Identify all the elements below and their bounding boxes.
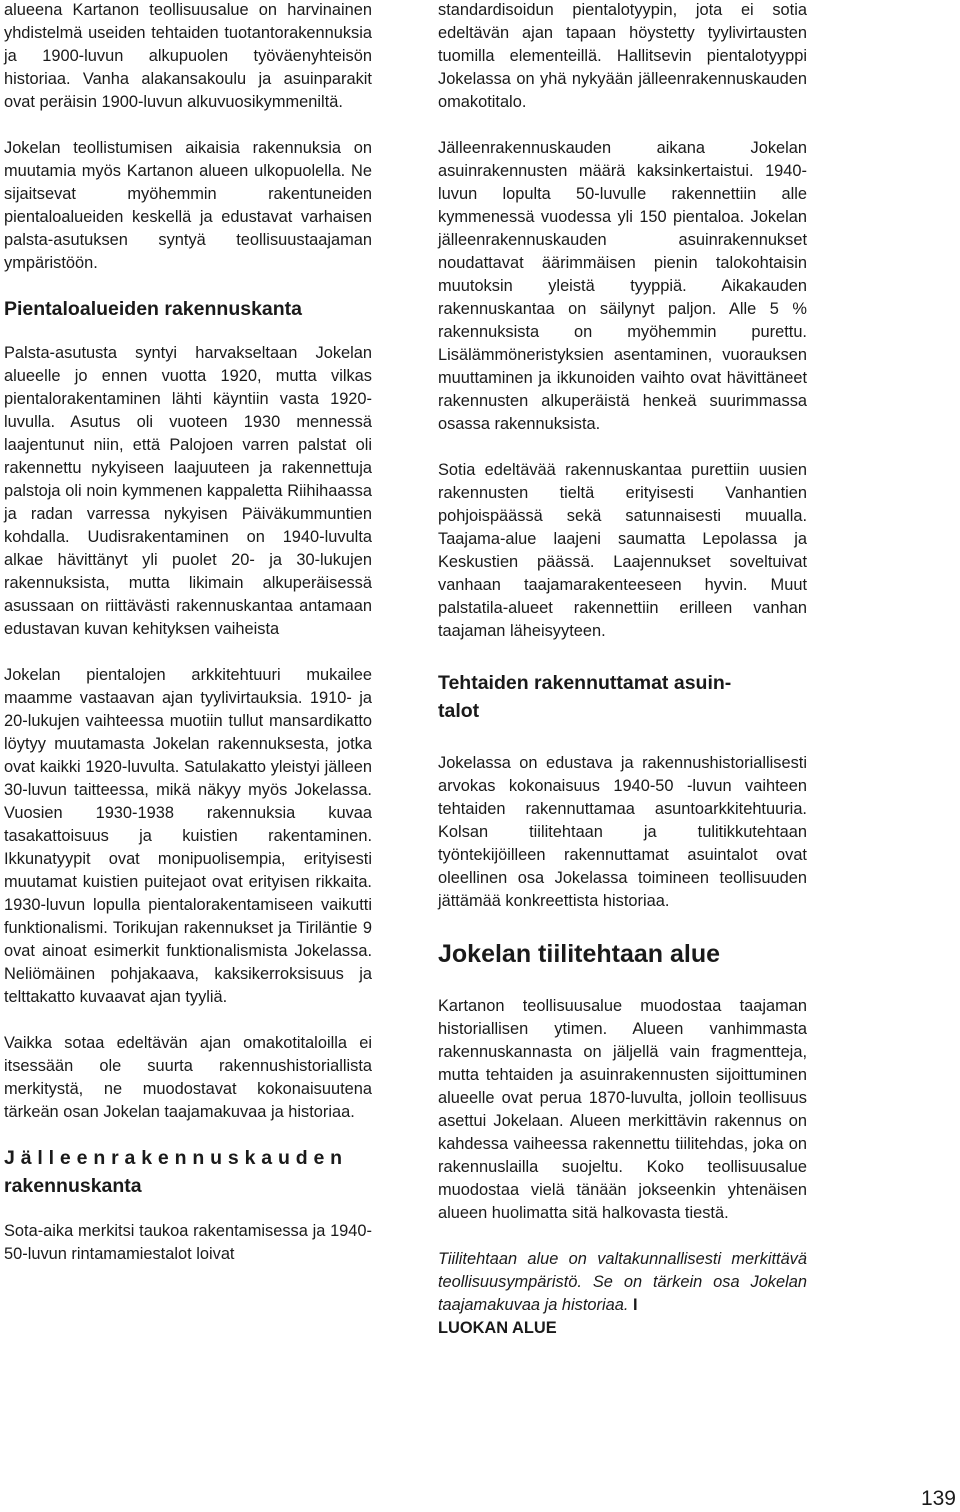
heading-tehtaiden-asuintalot (438, 669, 807, 725)
paragraph-kartanon-intro: alueena Kartanon teollisuusalue on harvinainen yhdistelmä useiden tehtaiden tuotantorakennuksia ja 1900-luvun alkupuolen työväenyhteisön historiaa. Vanha alakansakoulu ja asuinparakit ovat peräisin 1900-luvun alkuvuosikymmeniltä. (4, 1, 372, 111)
paragraph-sota-aika: Sota-aika merkitsi taukoa rakentamisessa ja 1940-50-luvun rintamamiestalot loivat (4, 1222, 372, 1263)
paragraph-teollistuminen: Jokelan teollistumisen aikaisia rakennuksia on muutamia myös Kartanon alueen ulkopuolella. Ne sijaitsevat myöhemmin rakentuneiden pientaloalueiden keskellä ja edustavat varhaisen palsta-asutuksen syntyä teollisuustaajaman ympäristöön. (4, 139, 372, 272)
valtakunnallisesti-italic: Tiilitehtaan alue on valtakunnallisesti merkittävä teollisuusympäristö. Se on tärkein osa Jokelan taajamakuvaa ja historiaa. (438, 1250, 807, 1314)
paragraph-arkkitehtuuri: Jokelan pientalojen arkkitehtuuri mukailee maamme vastaavan ajan tyylivirtauksia. 1910- ja 20-lukujen vaihteessa muotiin tullut mansardikatto löytyy muutamasta Jokelan rakennuksesta, jotka ovat kaikki 1920-luvulta. Satulakatto yleistyi jälleen 30-luvun taitteessa, mikä näkyy myös Jokelassa. Vuosien 1930-1938 rakennuksia kuvaa tasakattoisuus ja kuistien rakentaminen. Ikkunatyypit ovat monipuolisempia, erityisesti muutamat kuistien puitejaot ovat erityisen rikkaita. 1930-luvun lopulla pientalorakentamiseen vaikutti funktionalismi. Torikujan rakennukset ja Tiriläntie 9 ovat ainoat esimerkit funktionalismista Jokelassa. Neliömäinen pohjakaava, kaksikerroksisuus ja telttakatto kuvaavat ajan tyyliä. (4, 666, 372, 1006)
heading-pientaloalueiden: Pientaloalueiden rakennuskanta (4, 298, 303, 320)
paragraph-palsta-asutus: Palsta-asutusta syntyi harvakseltaan Jokelan alueelle jo ennen vuotta 1920, mutta vilkas pientalorakentaminen lähti käyntiin vasta 1920-luvulla. Asutus oli vuoteen 1930 mennessä laajentunut niin, että Palojoen varren palstat oli rakennettu nykyiseen laajuuteen ja rakennettuja palstoja oli noin kymmenen kappaletta Riihihaassa ja radan varressa nykyisen Päiväkummuntien kohdalla. Uudisrakentaminen on 1940-luvulta alkae hävittänyt yli puolet 20- ja 30-lukujen rakennuksista, mutta likimain alkuperäisessä asussaan on riittävästi rakennuskantaa antamaan edustavan kuvan kehityksen vaiheista (4, 344, 372, 638)
paragraph-valtakunnallisesti (438, 1248, 807, 1340)
paragraph-asuntoarkkitehtuuri: Jokelassa on edustava ja rakennushistoriallisesti arvokas kokonaisuus 1940-50 -luvun vaihteen tehtaiden rakennuttamaa asuntoarkkitehtuuria. Kolsan tiilitehtaan ja tulitikkutehtaan työntekijöilleen rakennuttamat asuintalot ovat oleellinen osa Jokelassa toimineen teollisuuden jättämää konkreettista historiaa. (438, 754, 807, 910)
paragraph-purettiin: Sotia edeltävää rakennuskantaa purettiin uusien rakennusten tieltä erityisesti Vanhantien pohjoispäässä sekä satunnaisesti muualla. Taajama-alue laajeni saumatta Lepolassa ja Keskustien päässä. Laajennukset soveltuivat vanhaan taajamarakenteeseen hyvin. Muut palstatila-alueet rakennettiin erilleen vanhan taajaman läheisyyteen. (438, 461, 807, 640)
paragraph-standardisoitu: standardisoidun pientalotyypin, jota ei sotia edeltävän ajan tapaan höystetty tyylivirtausten tuomilla elementeillä. Hallitsevin pientalotyyppi Jokelassa on yhä nykyään jälleenrakennuskauden omakotitalo. (438, 1, 807, 111)
paragraph-omakotitalot: Vaikka sotaa edeltävän ajan omakotitaloilla ei itsessään ole suurta rakennushistoriallista merkitystä, ne muodostavat kokonaisuutena tärkeän osan Jokelan taajamakuvaa ja historiaa. (4, 1034, 372, 1121)
left-column (4, 0, 372, 1266)
right-column (438, 0, 807, 1340)
luokka-label: LUOKAN ALUE (438, 1319, 557, 1337)
luokka-roman-one: I (632, 1296, 638, 1314)
heading-tehtaiden-line-2: talot (438, 700, 480, 722)
heading-tehtaiden-line-1: Tehtaiden rakennuttamat asuin- (438, 672, 732, 694)
paragraph-jalleenrakennus-maara: Jälleenrakennuskauden aikana Jokelan asuinrakennusten määrä kaksinkertaistui. 1940-luvun lopulta 50-luvulle rakennettiin alle kymmenessä vuodessa yli 150 pientaloa. Jokelan jälleenrakennuskauden asuinrakennukset noudattavat äärimmäisen pienin talokohtaisin muutoksin yleistä tyyppiä. Aikakauden rakennuskantaa on säilynyt paljon. Alle 5 % rakennuksista on myöhemmin purettu. Lisälämmöneristyksien asentaminen, vuorauksen muuttaminen ja ikkunoiden vaihto ovat hävittäneet rakennusten alkuperäistä henkeä suurimmassa osassa rakennuksista. (438, 139, 807, 433)
heading-jalleen-line-1: Jälleenrakennuskauden (4, 1147, 348, 1169)
heading-jalleenrakennuskauden (4, 1144, 372, 1200)
paragraph-kartanon-teollisuusalue: Kartanon teollisuusalue muodostaa taajaman historiallisen ytimen. Alueen vanhimmasta rakennuskannasta on jäljellä vain fragmentteja, mutta tehtaiden ja asuinrakennusten sijoittuminen alueelle ovat perua 1870-luvulta, jolloin teollisuus asettui Jokelaan. Alueen merkittävin rakennus on kahdessa vaiheessa rakennettu tiilitehdas, joka on rakennuslailla suojeltu. Koko teollisuusalue muodostaa vielä tänään jokseenkin yhtenäisen alueen huolimatta sitä halkovasta tiestä. (438, 997, 807, 1222)
heading-tiilitehtaan-alue: Jokelan tiilitehtaan alue (438, 940, 721, 968)
heading-jalleen-line-2: rakennuskanta (4, 1175, 142, 1197)
page-number: 139 (920, 1487, 956, 1510)
